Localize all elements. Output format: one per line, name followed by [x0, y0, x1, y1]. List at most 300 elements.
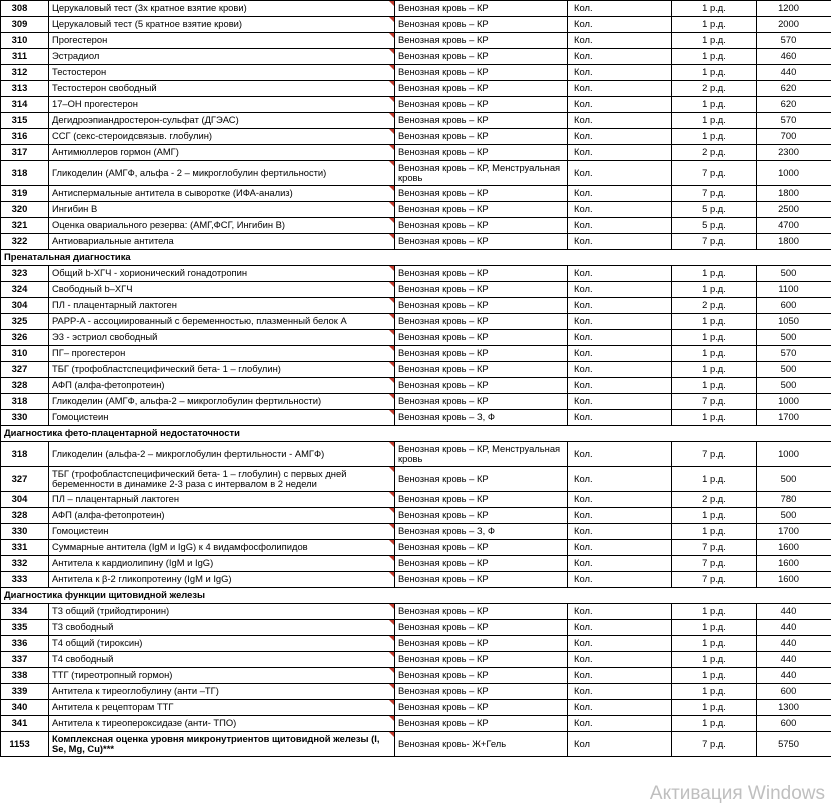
term-cell: 1 р.д. [672, 604, 757, 620]
unit-cell: Кол. [568, 49, 672, 65]
test-name-cell: Антиовариальные антитела [49, 234, 395, 250]
table-row [1, 330, 831, 346]
test-number-cell: 321 [1, 218, 49, 234]
table-row [1, 97, 831, 113]
table-row [1, 410, 831, 426]
test-name-cell: Дегидроэпиандростерон-сульфат (ДГЭАС) [49, 113, 395, 129]
price-cell: 620 [757, 97, 831, 113]
term-cell: 1 р.д. [672, 282, 757, 298]
price-cell: 780 [757, 492, 831, 508]
unit-cell: Кол [568, 732, 672, 757]
test-name-cell: Суммарные антитела (IgM и IgG) к 4 видамфосфолипидов [49, 540, 395, 556]
section-blank-cell [757, 250, 831, 266]
material-cell: Венозная кровь – КР [395, 234, 568, 250]
table-row [1, 604, 831, 620]
unit-cell: Кол. [568, 234, 672, 250]
price-cell: 700 [757, 129, 831, 145]
test-number-cell: 322 [1, 234, 49, 250]
test-number-cell: 336 [1, 636, 49, 652]
table-row [1, 668, 831, 684]
unit-cell: Кол. [568, 346, 672, 362]
test-number-cell: 1153 [1, 732, 49, 757]
unit-cell: Кол. [568, 442, 672, 467]
section-blank-cell [757, 426, 831, 442]
material-cell: Венозная кровь – КР [395, 97, 568, 113]
material-cell: Венозная кровь – КР [395, 467, 568, 492]
material-cell: Венозная кровь – КР [395, 540, 568, 556]
test-number-cell: 326 [1, 330, 49, 346]
price-cell: 570 [757, 346, 831, 362]
term-cell: 1 р.д. [672, 17, 757, 33]
unit-cell: Кол. [568, 1, 672, 17]
price-cell: 2300 [757, 145, 831, 161]
term-cell: 7 р.д. [672, 442, 757, 467]
test-number-cell: 324 [1, 282, 49, 298]
table-row [1, 362, 831, 378]
term-cell: 7 р.д. [672, 234, 757, 250]
test-name-cell: ТТГ (тиреотропный гормон) [49, 668, 395, 684]
test-name-cell: ТБГ (трофобластспецифический бета- 1 – глобулин) [49, 362, 395, 378]
material-cell: Венозная кровь – КР [395, 298, 568, 314]
test-number-cell: 315 [1, 113, 49, 129]
table-row [1, 492, 831, 508]
test-name-cell: Гомоцистеин [49, 410, 395, 426]
unit-cell: Кол. [568, 161, 672, 186]
test-name-cell: Прогестерон [49, 33, 395, 49]
price-cell: 600 [757, 298, 831, 314]
table-row [1, 652, 831, 668]
table-row [1, 684, 831, 700]
term-cell: 1 р.д. [672, 49, 757, 65]
windows-activation-watermark: Активация Windows [650, 783, 825, 805]
table-row [1, 1, 831, 17]
unit-cell: Кол. [568, 330, 672, 346]
test-number-cell: 330 [1, 410, 49, 426]
test-number-cell: 338 [1, 668, 49, 684]
test-name-cell: Антитела к тиреоглобулину (анти –ТГ) [49, 684, 395, 700]
term-cell: 5 р.д. [672, 218, 757, 234]
unit-cell: Кол. [568, 186, 672, 202]
term-cell: 2 р.д. [672, 81, 757, 97]
test-name-cell: Гликоделин (альфа-2 – микроглобулин фертильности - АМГФ) [49, 442, 395, 467]
test-name-cell: Антимюллеров гормон (АМГ) [49, 145, 395, 161]
table-row [1, 202, 831, 218]
test-number-cell: 304 [1, 492, 49, 508]
unit-cell: Кол. [568, 394, 672, 410]
price-cell: 1000 [757, 442, 831, 467]
unit-cell: Кол. [568, 33, 672, 49]
unit-cell: Кол. [568, 97, 672, 113]
term-cell: 7 р.д. [672, 556, 757, 572]
material-cell: Венозная кровь – КР [395, 49, 568, 65]
test-name-cell: ТБГ (трофобластспецифический бета- 1 – глобулин) с первых дней беременности в динамике 2-3 раза с интервалом в 2 недели [49, 467, 395, 492]
unit-cell: Кол. [568, 572, 672, 588]
term-cell: 1 р.д. [672, 266, 757, 282]
test-number-cell: 341 [1, 716, 49, 732]
unit-cell: Кол. [568, 129, 672, 145]
table-row [1, 129, 831, 145]
test-number-cell: 314 [1, 97, 49, 113]
test-name-cell: Антитела к рецепторам ТТГ [49, 700, 395, 716]
term-cell: 7 р.д. [672, 186, 757, 202]
price-cell: 440 [757, 652, 831, 668]
section-header-row [1, 426, 831, 442]
test-name-cell: Гликоделин (АМГФ, альфа-2 – микроглобулин фертильности) [49, 394, 395, 410]
unit-cell: Кол. [568, 314, 672, 330]
term-cell: 2 р.д. [672, 298, 757, 314]
unit-cell: Кол. [568, 668, 672, 684]
test-name-cell: Общий b-ХГЧ - хорионический гонадотропин [49, 266, 395, 282]
term-cell: 7 р.д. [672, 394, 757, 410]
table-row [1, 282, 831, 298]
price-cell: 500 [757, 508, 831, 524]
price-cell: 500 [757, 467, 831, 492]
term-cell: 1 р.д. [672, 330, 757, 346]
unit-cell: Кол. [568, 282, 672, 298]
test-number-cell: 316 [1, 129, 49, 145]
material-cell: Венозная кровь – КР [395, 652, 568, 668]
table-row [1, 732, 831, 757]
material-cell: Венозная кровь – КР [395, 716, 568, 732]
term-cell: 1 р.д. [672, 113, 757, 129]
material-cell: Венозная кровь – КР [395, 1, 568, 17]
term-cell: 1 р.д. [672, 33, 757, 49]
test-number-cell: 310 [1, 346, 49, 362]
price-cell: 1000 [757, 394, 831, 410]
price-table-body [1, 1, 831, 757]
unit-cell: Кол. [568, 65, 672, 81]
material-cell: Венозная кровь – КР, Менструальная кровь [395, 442, 568, 467]
unit-cell: Кол. [568, 467, 672, 492]
price-cell: 500 [757, 362, 831, 378]
section-title: Диагностика функции щитовидной железы [1, 588, 757, 604]
term-cell: 1 р.д. [672, 346, 757, 362]
unit-cell: Кол. [568, 700, 672, 716]
test-number-cell: 327 [1, 362, 49, 378]
unit-cell: Кол. [568, 620, 672, 636]
unit-cell: Кол. [568, 604, 672, 620]
term-cell: 2 р.д. [672, 492, 757, 508]
material-cell: Венозная кровь – КР [395, 684, 568, 700]
section-header-row [1, 588, 831, 604]
test-name-cell: ПЛ – плацентарный лактоген [49, 492, 395, 508]
table-row [1, 467, 831, 492]
table-row [1, 636, 831, 652]
material-cell: Венозная кровь- Ж+Гель [395, 732, 568, 757]
table-row [1, 716, 831, 732]
material-cell: Венозная кровь – КР [395, 346, 568, 362]
material-cell: Венозная кровь – КР [395, 129, 568, 145]
test-number-cell: 318 [1, 442, 49, 467]
test-name-cell: Антитела к кардиолипину (IgM и IgG) [49, 556, 395, 572]
material-cell: Венозная кровь – КР [395, 492, 568, 508]
term-cell: 7 р.д. [672, 732, 757, 757]
section-title: Пренатальная диагностика [1, 250, 757, 266]
term-cell: 1 р.д. [672, 97, 757, 113]
unit-cell: Кол. [568, 81, 672, 97]
test-number-cell: 332 [1, 556, 49, 572]
term-cell: 7 р.д. [672, 572, 757, 588]
test-name-cell: Гликоделин (АМГФ, альфа - 2 – микроглобулин фертильности) [49, 161, 395, 186]
material-cell: Венозная кровь – КР [395, 330, 568, 346]
test-name-cell: Ингибин В [49, 202, 395, 218]
test-name-cell: ПЛ - плацентарный лактоген [49, 298, 395, 314]
test-name-cell: Тестостерон [49, 65, 395, 81]
material-cell: Венозная кровь – КР [395, 556, 568, 572]
table-row [1, 394, 831, 410]
test-number-cell: 318 [1, 161, 49, 186]
test-name-cell: Антиспермальные антитела в сыворотке (ИФА-анализ) [49, 186, 395, 202]
unit-cell: Кол. [568, 266, 672, 282]
test-name-cell: Т4 общий (тироксин) [49, 636, 395, 652]
table-row [1, 378, 831, 394]
test-name-cell: 17–ОН прогестерон [49, 97, 395, 113]
price-cell: 600 [757, 716, 831, 732]
table-row [1, 218, 831, 234]
material-cell: Венозная кровь – КР [395, 572, 568, 588]
test-number-cell: 310 [1, 33, 49, 49]
table-row [1, 145, 831, 161]
test-number-cell: 309 [1, 17, 49, 33]
term-cell: 1 р.д. [672, 668, 757, 684]
test-name-cell: Церукаловый тест (5 кратное взятие крови) [49, 17, 395, 33]
price-cell: 570 [757, 33, 831, 49]
price-cell: 1800 [757, 234, 831, 250]
test-name-cell: Свободный b–ХГЧ [49, 282, 395, 298]
material-cell: Венозная кровь – КР [395, 186, 568, 202]
table-row [1, 113, 831, 129]
test-number-cell: 335 [1, 620, 49, 636]
table-row [1, 161, 831, 186]
term-cell: 1 р.д. [672, 508, 757, 524]
unit-cell: Кол. [568, 716, 672, 732]
test-name-cell: PAPP-A - ассоциированный с беременностью, плазменный белок А [49, 314, 395, 330]
term-cell: 1 р.д. [672, 652, 757, 668]
table-row [1, 524, 831, 540]
unit-cell: Кол. [568, 524, 672, 540]
table-row [1, 700, 831, 716]
price-cell: 1600 [757, 572, 831, 588]
price-cell: 4700 [757, 218, 831, 234]
table-row [1, 620, 831, 636]
table-row [1, 346, 831, 362]
section-blank-cell [757, 588, 831, 604]
material-cell: Венозная кровь – КР [395, 620, 568, 636]
unit-cell: Кол. [568, 556, 672, 572]
test-number-cell: 331 [1, 540, 49, 556]
price-cell: 1600 [757, 540, 831, 556]
unit-cell: Кол. [568, 218, 672, 234]
table-row [1, 81, 831, 97]
term-cell: 1 р.д. [672, 410, 757, 426]
test-name-cell: Т3 общий (трийодтиронин) [49, 604, 395, 620]
test-number-cell: 313 [1, 81, 49, 97]
test-name-cell: Э3 - эстриол свободный [49, 330, 395, 346]
price-cell: 1300 [757, 700, 831, 716]
test-number-cell: 330 [1, 524, 49, 540]
test-number-cell: 312 [1, 65, 49, 81]
test-number-cell: 323 [1, 266, 49, 282]
material-cell: Венозная кровь – КР [395, 33, 568, 49]
test-number-cell: 328 [1, 378, 49, 394]
material-cell: Венозная кровь – КР [395, 202, 568, 218]
test-number-cell: 311 [1, 49, 49, 65]
test-name-cell: Церукаловый тест (3х кратное взятие крови) [49, 1, 395, 17]
table-row [1, 508, 831, 524]
material-cell: Венозная кровь – КР [395, 81, 568, 97]
unit-cell: Кол. [568, 17, 672, 33]
material-cell: Венозная кровь – КР [395, 65, 568, 81]
price-cell: 2000 [757, 17, 831, 33]
unit-cell: Кол. [568, 410, 672, 426]
price-cell: 1100 [757, 282, 831, 298]
material-cell: Венозная кровь – КР [395, 266, 568, 282]
test-number-cell: 304 [1, 298, 49, 314]
test-name-cell: АФП (алфа-фетопротеин) [49, 508, 395, 524]
unit-cell: Кол. [568, 202, 672, 218]
price-cell: 440 [757, 620, 831, 636]
test-name-cell: Т3 свободный [49, 620, 395, 636]
test-name-cell: Тестостерон свободный [49, 81, 395, 97]
test-number-cell: 334 [1, 604, 49, 620]
term-cell: 1 р.д. [672, 716, 757, 732]
term-cell: 1 р.д. [672, 362, 757, 378]
test-number-cell: 318 [1, 394, 49, 410]
unit-cell: Кол. [568, 378, 672, 394]
term-cell: 5 р.д. [672, 202, 757, 218]
term-cell: 1 р.д. [672, 700, 757, 716]
section-header-row [1, 250, 831, 266]
test-name-cell: Антитела к β-2 гликопротеину (IgM и IgG) [49, 572, 395, 588]
test-name-cell: Гомоцистеин [49, 524, 395, 540]
term-cell: 1 р.д. [672, 467, 757, 492]
term-cell: 2 р.д. [672, 145, 757, 161]
term-cell: 1 р.д. [672, 314, 757, 330]
term-cell: 1 р.д. [672, 65, 757, 81]
term-cell: 1 р.д. [672, 524, 757, 540]
table-row [1, 266, 831, 282]
price-cell: 440 [757, 604, 831, 620]
table-row [1, 556, 831, 572]
unit-cell: Кол. [568, 540, 672, 556]
price-cell: 1800 [757, 186, 831, 202]
table-row [1, 314, 831, 330]
material-cell: Венозная кровь – КР [395, 17, 568, 33]
table-row [1, 65, 831, 81]
term-cell: 1 р.д. [672, 620, 757, 636]
material-cell: Венозная кровь – КР [395, 113, 568, 129]
material-cell: Венозная кровь – КР [395, 378, 568, 394]
price-cell: 440 [757, 65, 831, 81]
material-cell: Венозная кровь – КР [395, 218, 568, 234]
test-number-cell: 340 [1, 700, 49, 716]
material-cell: Венозная кровь – З, Ф [395, 524, 568, 540]
material-cell: Венозная кровь – КР [395, 700, 568, 716]
material-cell: Венозная кровь – КР [395, 145, 568, 161]
test-name-cell: Т4 свободный [49, 652, 395, 668]
material-cell: Венозная кровь – З, Ф [395, 410, 568, 426]
test-name-cell: Комплексная оценка уровня микронутриентов щитовидной железы (I, Se, Mg, Cu)*** [49, 732, 395, 757]
price-cell: 500 [757, 378, 831, 394]
price-cell: 5750 [757, 732, 831, 757]
material-cell: Венозная кровь – КР [395, 508, 568, 524]
test-number-cell: 317 [1, 145, 49, 161]
unit-cell: Кол. [568, 145, 672, 161]
section-title: Диагностика фето-плацентарной недостаточности [1, 426, 757, 442]
table-row [1, 49, 831, 65]
test-number-cell: 308 [1, 1, 49, 17]
price-cell: 500 [757, 330, 831, 346]
price-cell: 2500 [757, 202, 831, 218]
test-number-cell: 337 [1, 652, 49, 668]
test-number-cell: 328 [1, 508, 49, 524]
test-number-cell: 339 [1, 684, 49, 700]
unit-cell: Кол. [568, 652, 672, 668]
price-cell: 440 [757, 636, 831, 652]
term-cell: 1 р.д. [672, 684, 757, 700]
price-cell: 1000 [757, 161, 831, 186]
price-cell: 1200 [757, 1, 831, 17]
unit-cell: Кол. [568, 113, 672, 129]
unit-cell: Кол. [568, 492, 672, 508]
price-cell: 1700 [757, 410, 831, 426]
term-cell: 1 р.д. [672, 1, 757, 17]
term-cell: 7 р.д. [672, 540, 757, 556]
unit-cell: Кол. [568, 684, 672, 700]
term-cell: 1 р.д. [672, 636, 757, 652]
test-name-cell: Оценка овариального резерва: (АМГ,ФСГ, Ингибин В) [49, 218, 395, 234]
material-cell: Венозная кровь – КР [395, 362, 568, 378]
unit-cell: Кол. [568, 362, 672, 378]
table-row [1, 442, 831, 467]
table-row [1, 298, 831, 314]
term-cell: 1 р.д. [672, 378, 757, 394]
price-cell: 570 [757, 113, 831, 129]
price-cell: 620 [757, 81, 831, 97]
price-cell: 440 [757, 668, 831, 684]
test-name-cell: ПГ– прогестерон [49, 346, 395, 362]
test-number-cell: 327 [1, 467, 49, 492]
material-cell: Венозная кровь – КР [395, 636, 568, 652]
test-name-cell: ССГ (секс-стероидсвязыв. глобулин) [49, 129, 395, 145]
term-cell: 1 р.д. [672, 129, 757, 145]
price-cell: 600 [757, 684, 831, 700]
test-name-cell: Эстрадиол [49, 49, 395, 65]
price-cell: 1600 [757, 556, 831, 572]
test-name-cell: Антитела к тиреопероксидазе (анти- ТПО) [49, 716, 395, 732]
test-number-cell: 320 [1, 202, 49, 218]
table-row [1, 234, 831, 250]
test-number-cell: 319 [1, 186, 49, 202]
table-row [1, 17, 831, 33]
unit-cell: Кол. [568, 636, 672, 652]
material-cell: Венозная кровь – КР [395, 604, 568, 620]
test-number-cell: 325 [1, 314, 49, 330]
unit-cell: Кол. [568, 298, 672, 314]
test-name-cell: АФП (алфа-фетопротеин) [49, 378, 395, 394]
table-row [1, 540, 831, 556]
material-cell: Венозная кровь – КР [395, 394, 568, 410]
test-number-cell: 333 [1, 572, 49, 588]
table-row [1, 572, 831, 588]
term-cell: 7 р.д. [672, 161, 757, 186]
material-cell: Венозная кровь – КР [395, 668, 568, 684]
table-row [1, 33, 831, 49]
material-cell: Венозная кровь – КР, Менструальная кровь [395, 161, 568, 186]
unit-cell: Кол. [568, 508, 672, 524]
price-cell: 500 [757, 266, 831, 282]
material-cell: Венозная кровь – КР [395, 314, 568, 330]
